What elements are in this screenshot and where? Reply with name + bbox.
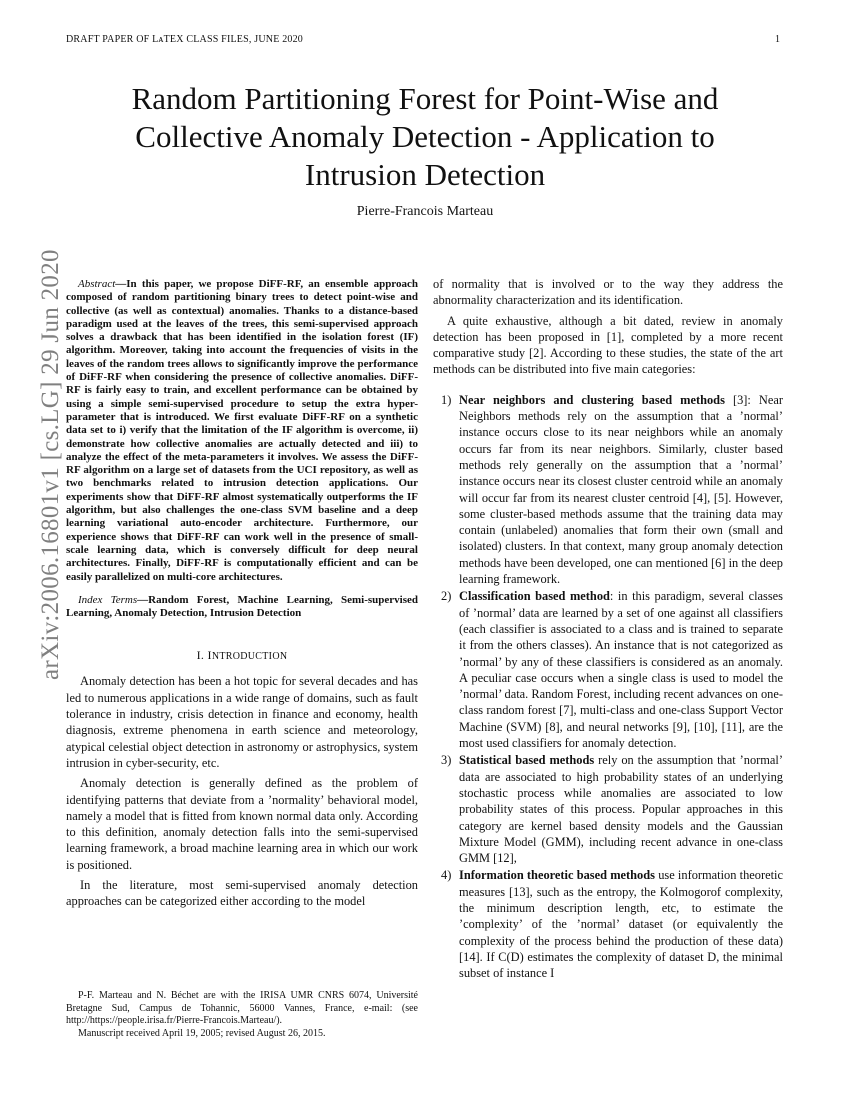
- paragraph: A quite exhaustive, although a bit dated, review in anomaly detection has been proposed in [1], completed by a more recent comparative study [2]. According to these studies, the state of the art methods can be distributed into five main categories:: [433, 313, 783, 377]
- list-item-title: Information theoretic based methods: [459, 868, 655, 883]
- paper-title: [60, 80, 790, 194]
- title-line: Collective Anomaly Detection - Application to: [135, 119, 715, 154]
- section-heading: [66, 648, 418, 663]
- paragraph: Anomaly detection is generally defined as the problem of identifying patterns that deviate from a ’normality’ behavioral model, namely a model that is fitted from known normal data only. According to this definition, anomaly detection falls into the semi-supervised learning framework, a broad machine learning area in which our work is positioned.: [66, 776, 418, 872]
- list-number: 4): [441, 868, 452, 883]
- section-first-letter: I: [207, 648, 212, 663]
- footnote-manuscript: Manuscript received April 19, 2005; revised August 26, 2015.: [78, 1027, 326, 1039]
- category-list: [433, 392, 783, 982]
- index-terms-text: —Random Forest, Machine Learning, Semi-supervised Learning, Anomaly Detection, Intrusion Detection: [66, 593, 418, 620]
- list-item: [433, 588, 783, 751]
- title-line: Random Partitioning Forest for Point-Wise and: [131, 81, 719, 116]
- left-column: [66, 278, 418, 914]
- list-item: [433, 867, 783, 981]
- list-item: [433, 752, 783, 866]
- paragraph: Anomaly detection has been a hot topic for several decades and has led to numerous applications in a wide range of domains, such as fault tolerance in industry, crisis detection in finance and economy, health diagnosis, extreme phenomena in earth science and meteorology, atypical celestial object detection in astronomy or astrophysics, system intrusion in cyber-security, etc.: [66, 674, 418, 770]
- running-header: DRAFT PAPER OF LᴀTEX CLASS FILES, JUNE 2020: [66, 34, 303, 45]
- abstract-label: Abstract: [78, 278, 116, 290]
- list-number: 2): [441, 589, 452, 604]
- section-numeral: I.: [196, 648, 205, 663]
- list-item-title: Classification based method: [459, 589, 610, 604]
- list-item-text: : in this paradigm, several classes of ’normal’ data are learned by a set of one against all classifiers (each classifier is associated to a class and is trained to separate it from the others classes). An instance that is not categorized as ’normal’ by any of these classifiers is considered as an anomaly. A peculiar case occurs when a single class is used to model the ’normal’ data. Random Forest, including recent advances on one-class random forest [7], multi-class and one-class Support Vector Machine (SVM) [8], and neural networks [9], [10], [11], are the most used classifiers for anomaly detection.: [459, 589, 783, 751]
- page-number: 1: [775, 34, 780, 45]
- list-item-title: Near neighbors and clustering based methods: [459, 392, 725, 407]
- list-item-title: Statistical based methods: [459, 753, 595, 768]
- paragraph: of normality that is involved or to the way they address the abnormality characterization and its identification.: [433, 277, 783, 308]
- right-column: [433, 276, 783, 982]
- arxiv-stamp: arXiv:2006.16801v1 [cs.LG] 29 Jun 2020: [37, 249, 64, 680]
- index-terms-label: Index Terms: [78, 593, 138, 606]
- footnote: [66, 990, 418, 1040]
- list-item-text: [3]: Near Neighbors methods rely on the assumption that a ’normal’ instance occurs close to its near neighbors while an anomaly occurs far from its near neighbors. Similarly, cluster based methods rely generally on the assumption that a ’normal’ instance occurs near its closest cluster centroid while an anomaly will occur far from its nearest cluster centroid [4], [5]. However, some cluster-based methods assume that the training data may contain (unlabeled) anomalies that form their own (small and isolated) clusters. In that context, many group anomaly detection methods have been developed, one can mentioned [6] in the deep learning framework.: [459, 392, 783, 587]
- list-item: [433, 392, 783, 588]
- section-rest: NTRODUCTION: [211, 651, 288, 663]
- list-number: 3): [441, 753, 452, 768]
- footnote-affiliation: P-F. Marteau and N. Béchet are with the IRISA UMR CNRS 6074, Université Bretagne Sud, Campus de Tohannic, 56000 Vannes, France, e-mail: (see http://https://people.irisa.fr/Pierre-Francois.Marteau/).: [66, 990, 418, 1027]
- paragraph: In the literature, most semi-supervised anomaly detection approaches can be categorized either according to the model: [66, 877, 418, 909]
- title-line: Intrusion Detection: [304, 157, 546, 192]
- index-terms: [66, 594, 418, 621]
- list-item-text: rely on the assumption that ’normal’ data are associated to high probability states of an underlying stochastic process while anomalies are associated to low probability states of this process. Popular approaches in this category are kernel based density models and the Gaussian Mixture Model (GMM), including recent advance in one-class GMM [12],: [459, 753, 783, 866]
- list-item-text: use information theoretic measures [13], such as the entropy, the Kolmogorof complexity, the minimum description length, etc, to estimate the ’complexity’ of the ’normal’ dataset (or equivalently the complexity of the process behind the production of these data) [14]. If C(D) estimates the complexity of dataset D, the minimal subset of instance I: [459, 868, 783, 981]
- abstract: [66, 278, 418, 584]
- abstract-text: —In this paper, we propose DiFF-RF, an ensemble approach composed of random partitioning binary trees to detect point-wise and collective (as well as contextual) anomalies. Thanks to a distance-based paradigm used at the leaves of the trees, this semi-supervised approach solves a drawback that has been identified in the isolation forest (IF) algorithm. Moreover, taking into account the frequencies of visits in the leaves of the random trees allows to significantly improve the performance of DiFF-RF when considering the presence of collective anomalies. DiFF-RF is fairly easy to train, and excellent performance can be obtained by using a simple semi-supervised procedure to setup the extra hyper-parameter that is introduced. We first evaluate DiFF-RF on a synthetic data set to i) verify that the limitation of the IF algorithm is overcome, ii) demonstrate how collective anomalies are actually detected and iii) to analyze the effect of the meta-parameters it involves. We assess the DiFF-RF algorithm on a large set of datasets from the UCI repository, as well as two benchmarks related to intrusion detection applications. Our experiments show that DiFF-RF almost systematically outperforms the IF algorithm, but also challenges the one-class SVM baseline and a deep learning variational auto-encoder architecture. Furthermore, our experience shows that DiFF-RF can work well in the presence of small-scale learning data, which is conversely difficult for deep neural architectures. Finally, DiFF-RF is computationally efficient and can be easily parallelized on multi-core architectures.: [66, 278, 418, 583]
- author: Pierre-Francois Marteau: [356, 204, 494, 219]
- list-number: 1): [441, 392, 452, 407]
